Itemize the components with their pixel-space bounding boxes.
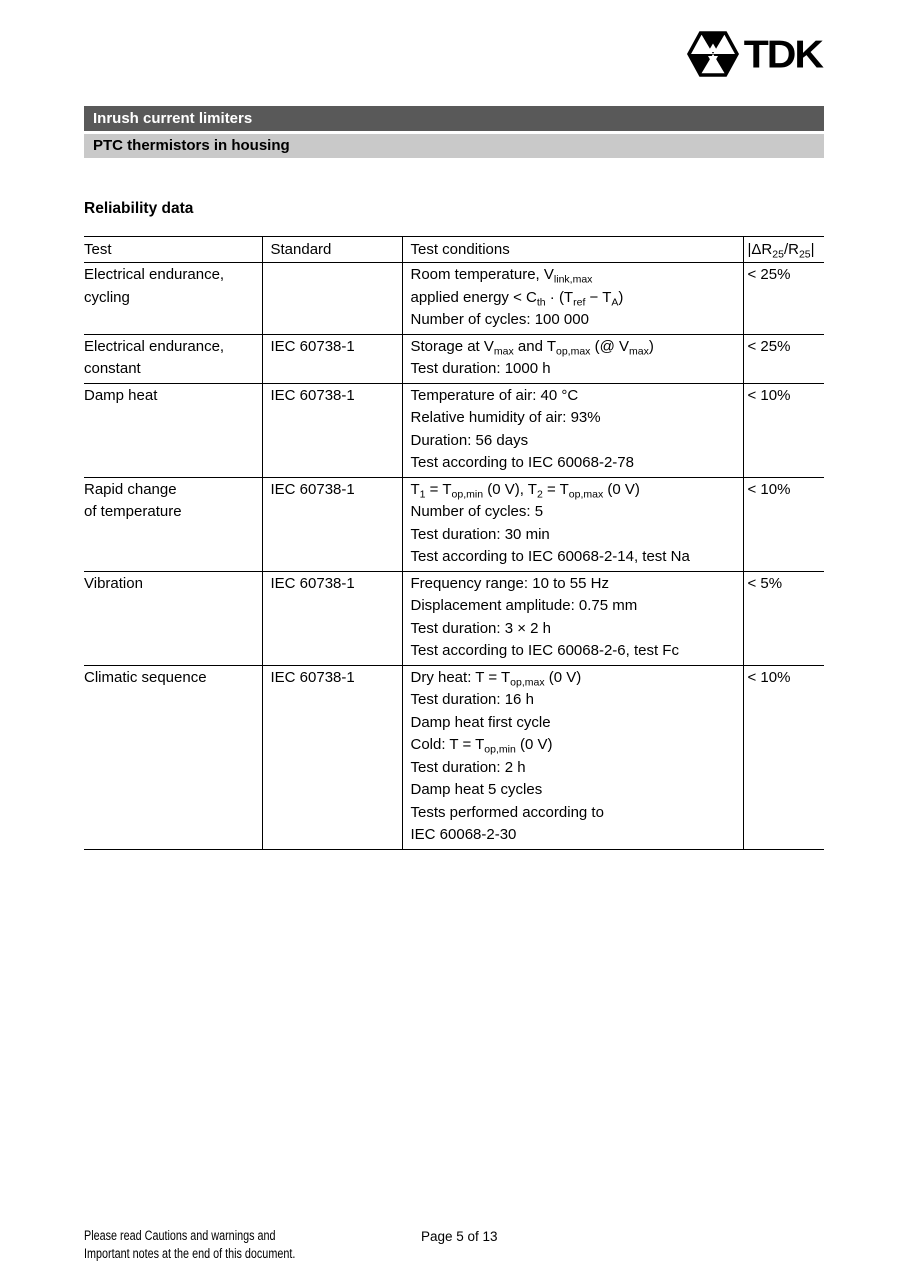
tdk-emblem-icon [685, 31, 741, 77]
text-line: Test duration: 30 min [410, 525, 550, 543]
text-line: Electrical endurance, [84, 337, 225, 355]
text-line: Storage at $V_{max}$ and $T_{op,max}$ (@ $V_{max}$) [410, 337, 654, 357]
text-line: Climatic sequence [84, 668, 207, 686]
text-line: Test duration: 2 h [410, 758, 526, 776]
banner-product-type: PTC thermistors in housing [84, 134, 824, 158]
text-line: Number of cycles: 5 [410, 503, 544, 520]
text-line: Displacement amplitude: 0.75 mm [410, 597, 638, 614]
text-line: Damp heat first cycle [410, 713, 551, 731]
text-line: Test according to IEC 60068-2-14, test Na [410, 548, 690, 565]
column-header: Test [84, 237, 262, 263]
column-header: Standard [262, 237, 402, 263]
column-header: $|\Delta R_{25}/R_{25}|$ [743, 237, 824, 263]
text-line: of temperature [84, 503, 182, 520]
tdk-brand-text: TDK [743, 31, 822, 77]
text-line: Test duration: 16 h [410, 691, 534, 708]
text-line: applied energy < $C_{th} \cdot (T_{ref} - T_A)$ [410, 288, 624, 308]
table-row [84, 477, 824, 571]
text-line: Duration: 56 days [410, 431, 529, 449]
test-cell [84, 571, 262, 665]
delta-r-cell: < 10% [743, 383, 824, 477]
test-cell [84, 665, 262, 849]
table-body [84, 263, 824, 850]
text-line: Test duration: 1000 h [410, 360, 551, 377]
text-line: Electrical endurance, [84, 266, 225, 283]
delta-r-cell: < 25% [743, 263, 824, 335]
text-line: Test duration: 3 × 2 h [410, 619, 552, 637]
text-line: Test according to IEC 60068-2-78 [410, 454, 634, 471]
text-line: Damp heat 5 cycles [410, 781, 543, 798]
conditions-cell [402, 477, 743, 571]
conditions-cell [402, 334, 743, 383]
test-cell [84, 477, 262, 571]
delta-r-cell: < 25% [743, 334, 824, 383]
table-row [84, 263, 824, 335]
delta-r-cell: < 10% [743, 477, 824, 571]
conditions-cell [402, 383, 743, 477]
conditions-cell [402, 665, 743, 849]
standard-cell: IEC 60738-1 [262, 571, 402, 665]
conditions-cell [402, 263, 743, 335]
text-line: Frequency range: 10 to 55 Hz [410, 574, 609, 592]
table-header-row [84, 237, 824, 263]
text-line: Relative humidity of air: 93% [410, 409, 601, 426]
table-header-row [84, 237, 824, 263]
section-title: Reliability data [84, 200, 194, 217]
text-line: Number of cycles: 100 000 [410, 311, 589, 328]
text-line: Dry heat: $T = T_{op,max}$ (0 V) [410, 668, 582, 688]
text-line: Room temperature, $V_{link,max}$ [410, 266, 593, 286]
conditions-cell [402, 571, 743, 665]
delta-r-cell: < 10% [743, 665, 824, 849]
column-header: Test conditions [402, 237, 743, 263]
standard-cell: IEC 60738-1 [262, 383, 402, 477]
text-line: Rapid change [84, 480, 177, 498]
banner-product-family: Inrush current limiters [84, 106, 824, 131]
delta-r-cell: < 5% [743, 571, 824, 665]
text-line: Damp heat [84, 386, 158, 404]
footer-note-line: Please read Cautions and warnings and [84, 1228, 276, 1243]
page-number: Page 5 of 13 [421, 1229, 498, 1244]
footer-note-line: Important notes at the end of this document. [84, 1245, 296, 1261]
text-line: Temperature of air: 40 °C [410, 386, 579, 404]
text-line: Tests performed according to [410, 803, 604, 821]
text-line: $T_1 = T_{op,min}$ (0 V), $T_2 = T_{op,max}$ (0 V) [410, 480, 640, 500]
table-row [84, 334, 824, 383]
text-line: IEC 60068-2-30 [410, 826, 517, 843]
tdk-logo [685, 31, 822, 77]
reliability-table [84, 236, 824, 850]
text-line: constant [84, 360, 141, 377]
test-cell [84, 263, 262, 335]
test-cell [84, 383, 262, 477]
text-line: Vibration [84, 574, 143, 592]
table-row [84, 383, 824, 477]
standard-cell: IEC 60738-1 [262, 334, 402, 383]
standard-cell: IEC 60738-1 [262, 477, 402, 571]
footer-note [84, 1227, 295, 1262]
table-row [84, 571, 824, 665]
standard-cell [262, 263, 402, 335]
table-row [84, 665, 824, 849]
standard-cell: IEC 60738-1 [262, 665, 402, 849]
text-line: Cold: $T = T_{op,min}$ (0 V) [410, 736, 553, 756]
test-cell [84, 334, 262, 383]
text-line: cycling [84, 288, 130, 306]
text-line: Test according to IEC 60068-2-6, test Fc [410, 642, 679, 659]
